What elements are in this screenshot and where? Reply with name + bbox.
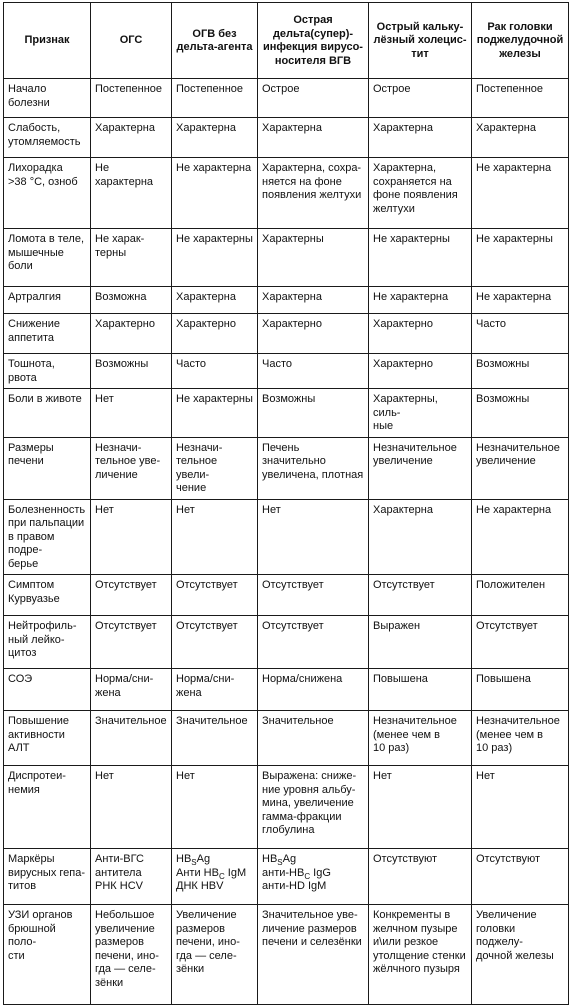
table-row [4, 905, 569, 1005]
cell: Не характерны [369, 229, 472, 287]
cell: Значительное уве- личение размеров печени и селезёнки [258, 905, 369, 1005]
hbsag-text: HB [262, 853, 278, 865]
table-row [4, 229, 569, 287]
cell: Норма/сни- жена [91, 669, 172, 711]
table-row [4, 669, 569, 711]
row-label: Слабость, утомляемость [4, 118, 91, 158]
cell: Часто [172, 354, 258, 389]
anti-hbc-text: Анти HB [176, 866, 219, 879]
cell: Выражена: сниже- ние уровня альбу- мина, увеличение гамма-фракции глобулина [258, 766, 369, 849]
cell: Характерна [369, 499, 472, 575]
cell: Отсутствует [91, 616, 172, 669]
row-label: Снижение аппетита [4, 314, 91, 354]
table-row [4, 389, 569, 438]
row-label: Артралгия [4, 287, 91, 314]
anti-hbc-text: анти-HB [262, 866, 305, 879]
cell: Не характерны [472, 229, 569, 287]
cell: Печень значительно увеличена, плотная [258, 437, 369, 499]
cell: Характерна, сохраняется на фоне появления желтухи [369, 158, 472, 229]
table-row [4, 499, 569, 575]
row-label: Боли в животе [4, 389, 91, 438]
row-label: Лихорадка >38 °С, озноб [4, 158, 91, 229]
cell: Отсутствует [172, 616, 258, 669]
anti-hbc-tail: IgM [224, 866, 247, 879]
cell: Выражен [369, 616, 472, 669]
cell: Не харак- терны [91, 229, 172, 287]
cell: Отсутствуют [369, 849, 472, 905]
cell: Характерна [258, 118, 369, 158]
cell: Острое [369, 79, 472, 118]
row-label: Болезненность при пальпации в правом подре- берье [4, 499, 91, 575]
cell: Нет [172, 766, 258, 849]
cell: Не характерна [91, 158, 172, 229]
cell: Острое [258, 79, 369, 118]
table-row [4, 79, 569, 118]
cell-markers-delta [258, 849, 369, 905]
cell: Конкременты в желчном пузыре и\или резкое утолщение стенки жёлчного пузыря [369, 905, 472, 1005]
table-row [4, 158, 569, 229]
cell: Отсутствует [91, 575, 172, 616]
hbsag-tail: Ag [196, 853, 211, 865]
cell: Незначительное (менее чем в 10 раз) [369, 711, 472, 766]
subscript: S [191, 858, 197, 867]
cell: Характерна [172, 118, 258, 158]
row-label: Повышение активности АЛТ [4, 711, 91, 766]
cell: Незначи- тельное уве- личение [91, 437, 172, 499]
cell: Норма/сни- жена [172, 669, 258, 711]
cell: Характерна [258, 287, 369, 314]
cell: Возможны [472, 389, 569, 438]
cell: Характерны, силь- ные [369, 389, 472, 438]
cell: Не характерна [172, 158, 258, 229]
header-delta: Острая дельта(супер)- инфекция вирусо- носителя ВГВ [258, 3, 369, 79]
cell: Не характерны [172, 229, 258, 287]
cell: Часто [258, 354, 369, 389]
row-label: СОЭ [4, 669, 91, 711]
cell: Постепенное [472, 79, 569, 118]
cell: Норма/снижена [258, 669, 369, 711]
row-label: Тошнота, рвота [4, 354, 91, 389]
cell: Отсутствует [258, 575, 369, 616]
cell: Повышена [472, 669, 569, 711]
table-row [4, 575, 569, 616]
table-row [4, 314, 569, 354]
anti-hbc-tail: IgG [310, 866, 331, 879]
table-row [4, 711, 569, 766]
cell: Нет [91, 389, 172, 438]
cell: Характерно [369, 314, 472, 354]
header-ogv: ОГВ без дельта-агента [172, 3, 258, 79]
cell: Отсутствует [172, 575, 258, 616]
cell: Характерны [258, 229, 369, 287]
cell: Нет [91, 766, 172, 849]
cell: Не характерна [369, 287, 472, 314]
cell: Нет [172, 499, 258, 575]
comparison-table [3, 2, 569, 1005]
cell: Нет [91, 499, 172, 575]
cell: Незначительное увеличение [472, 437, 569, 499]
row-label: Симптом Курвуазье [4, 575, 91, 616]
cell: Анти-ВГС антитела РНК HCV [91, 849, 172, 905]
cell: Отсутствует [258, 616, 369, 669]
subscript: C [218, 871, 225, 881]
cell: Незначительное (менее чем в 10 раз) [472, 711, 569, 766]
cell: Постепенное [91, 79, 172, 118]
row-label: Диспротеи- немия [4, 766, 91, 849]
row-label: Начало болезни [4, 79, 91, 118]
table-row [4, 287, 569, 314]
cell: Часто [472, 314, 569, 354]
cell: Значительное [91, 711, 172, 766]
table-row [4, 616, 569, 669]
table-row [4, 437, 569, 499]
cell: Возможна [91, 287, 172, 314]
cell: Не характерна [472, 158, 569, 229]
cell: Нет [369, 766, 472, 849]
cell-markers-ogv [172, 849, 258, 905]
cell: Характерно [91, 314, 172, 354]
cell: Нет [472, 766, 569, 849]
cell: Возможны [258, 389, 369, 438]
dna-hbv-text: ДНК HBV [176, 880, 224, 892]
cell: Возможны [91, 354, 172, 389]
cell: Характерна [472, 118, 569, 158]
cell: Незначительное увеличение [369, 437, 472, 499]
cell: Не характерна [472, 287, 569, 314]
cell: Увеличение размеров печени, ино- гда — селе- зёнки [172, 905, 258, 1005]
cell: Повышена [369, 669, 472, 711]
cell: Постепенное [172, 79, 258, 118]
subscript: C [304, 871, 311, 881]
row-label: Ломота в теле, мышечные боли [4, 229, 91, 287]
table-row [4, 354, 569, 389]
cell: Положителен [472, 575, 569, 616]
header-ogs: ОГС [91, 3, 172, 79]
cell: Небольшое увеличение размеров печени, ино- гда — селе- зёнки [91, 905, 172, 1005]
table-row [4, 766, 569, 849]
header-cholecystitis: Острый кальку- лёзный холецис- тит [369, 3, 472, 79]
cell: Характерно [369, 354, 472, 389]
header-pancreas-cancer: Рак головки поджелудочной железы [472, 3, 569, 79]
row-label: Размеры печени [4, 437, 91, 499]
header-row [4, 3, 569, 79]
cell: Характерна [172, 287, 258, 314]
cell: Характерна, сохра- няется на фоне появления желтухи [258, 158, 369, 229]
row-label: Нейтрофиль- ный лейко- цитоз [4, 616, 91, 669]
cell: Возможны [472, 354, 569, 389]
cell: Характерно [258, 314, 369, 354]
cell: Отсутствуют [472, 849, 569, 905]
cell: Характерно [172, 314, 258, 354]
anti-hd-text: анти-HD IgM [262, 880, 327, 892]
row-label: Маркёры вирусных гепа- титов [4, 849, 91, 905]
cell: Характерна [369, 118, 472, 158]
cell: Характерна [91, 118, 172, 158]
cell: Незначи- тельное увели- чение [172, 437, 258, 499]
cell: Значительное [258, 711, 369, 766]
cell: Увеличение головки поджелу- дочной железы [472, 905, 569, 1005]
cell: Отсутствует [369, 575, 472, 616]
table-row [4, 118, 569, 158]
cell: Отсутствует [472, 616, 569, 669]
hbsag-tail: Ag [282, 853, 297, 865]
hbsag-text: HB [176, 853, 192, 865]
subscript: S [277, 858, 283, 867]
table-row [4, 849, 569, 905]
header-sign: Признак [4, 3, 91, 79]
cell: Не характерны [172, 389, 258, 438]
cell: Нет [258, 499, 369, 575]
cell: Значительное [172, 711, 258, 766]
row-label: УЗИ органов брюшной поло- сти [4, 905, 91, 1005]
cell: Не характерна [472, 499, 569, 575]
